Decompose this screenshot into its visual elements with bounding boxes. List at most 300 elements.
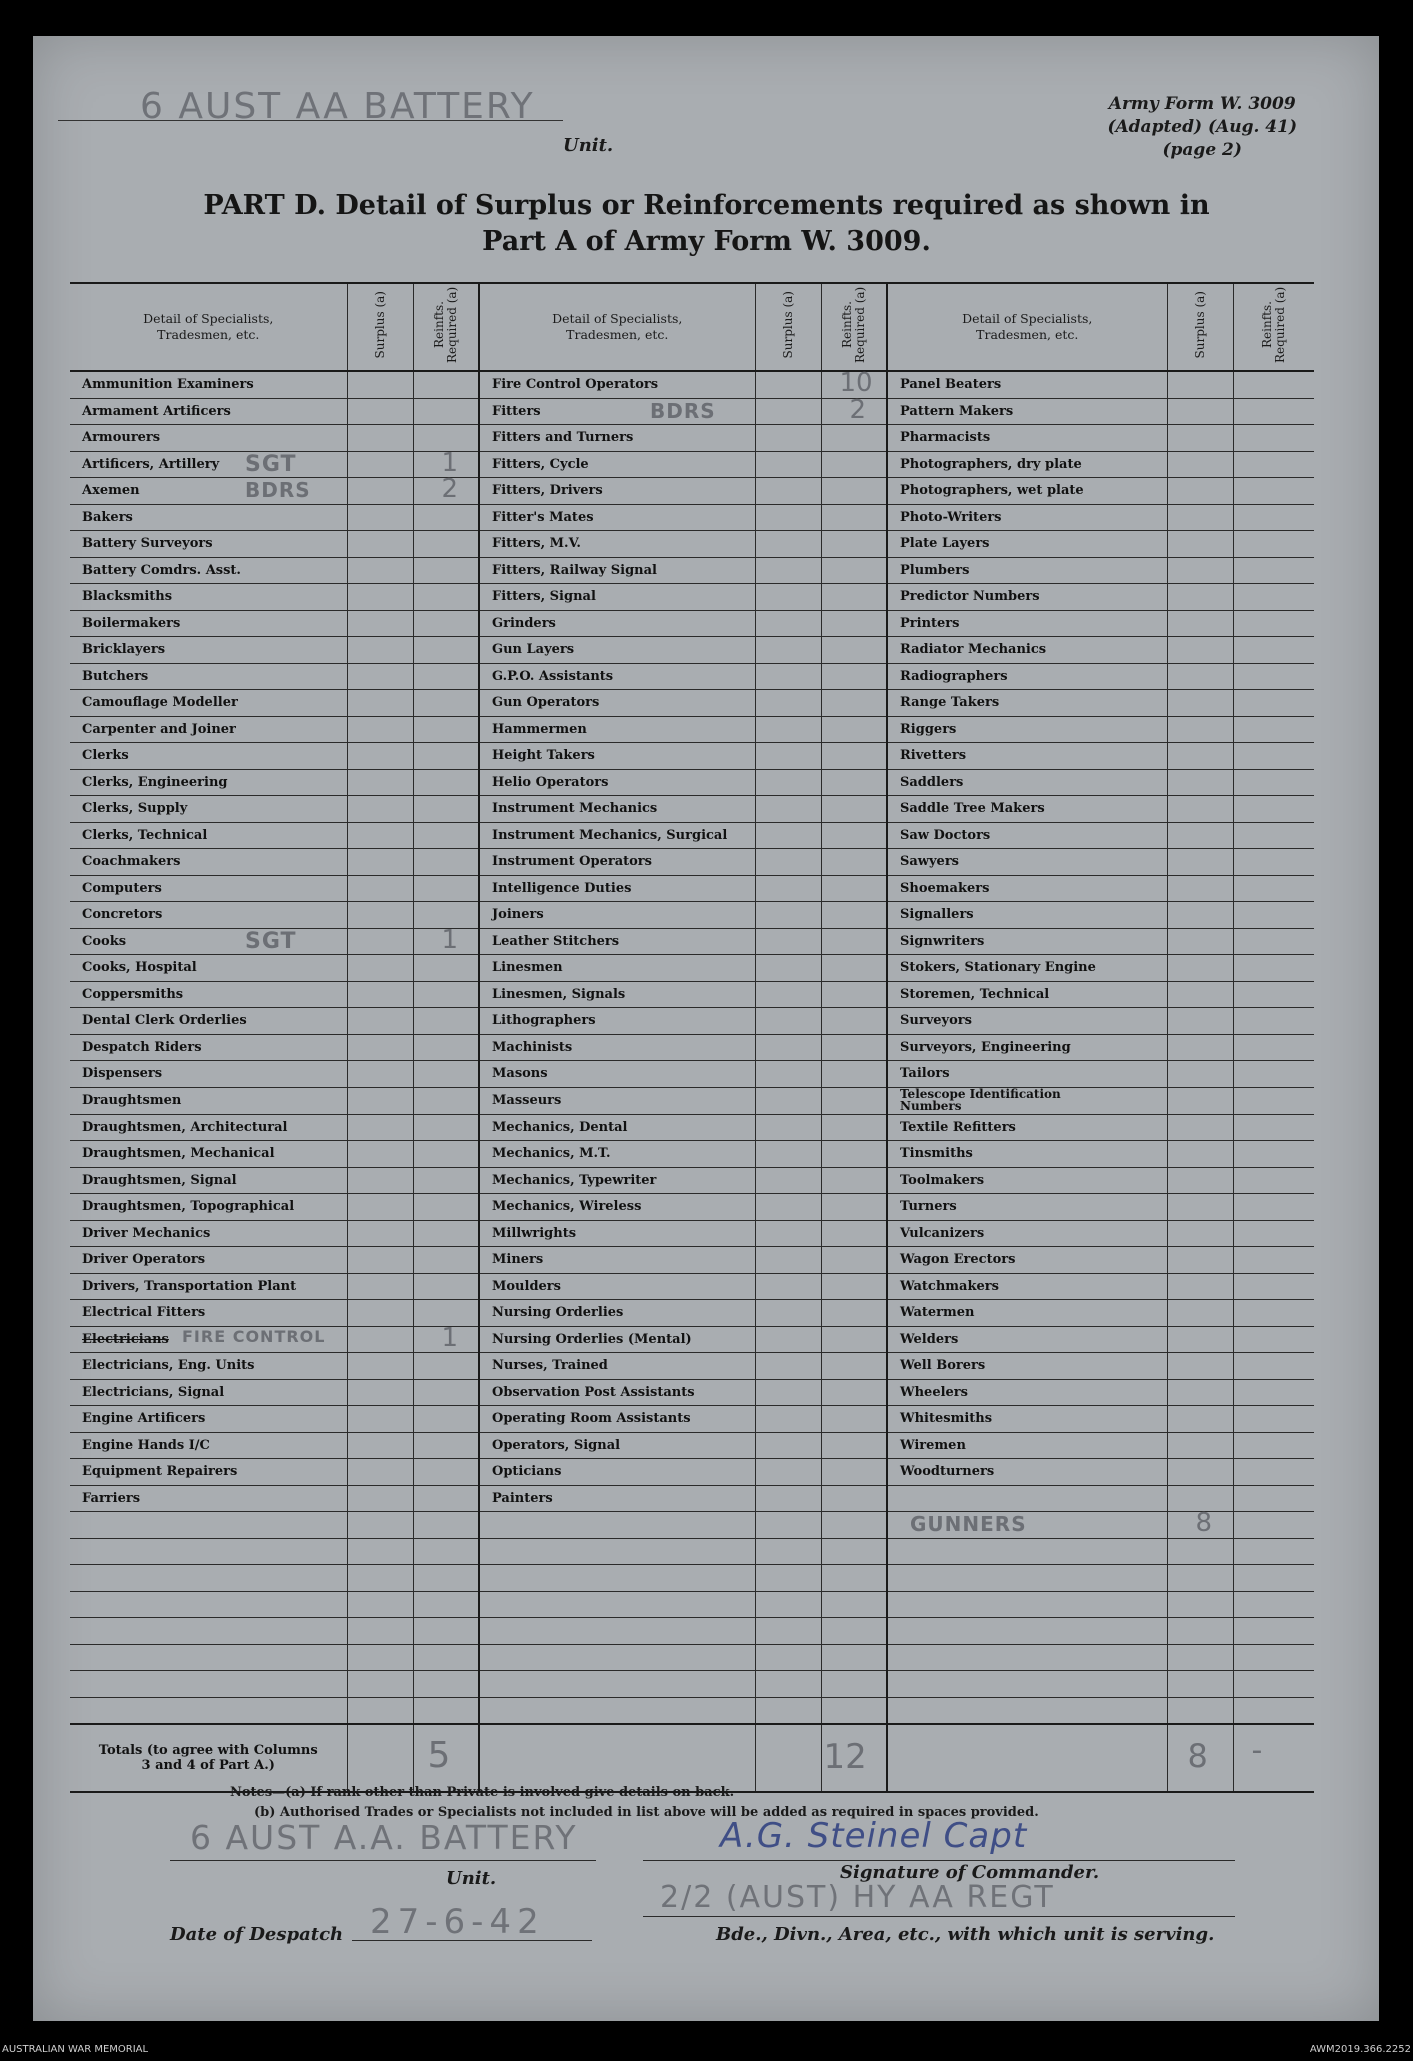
reinfts-cell-1	[413, 1485, 479, 1512]
detail-label: Computers	[82, 880, 162, 896]
detail-label: Toolmakers	[900, 1172, 985, 1188]
unit-handwritten: 6 AUST AA BATTERY	[140, 86, 535, 127]
reinfts-cell-2	[821, 1326, 887, 1353]
reinfts-cell-3	[1233, 637, 1314, 664]
detail-label: Bakers	[82, 509, 133, 525]
reinfts-cell-2	[821, 716, 887, 743]
detail-label: Fitters, Cycle	[492, 456, 589, 472]
detail-label: Electricians, Eng. Units	[82, 1358, 255, 1374]
credit-right: AWM2019.366.2252	[1309, 2044, 1411, 2055]
reinfts-cell-1	[413, 769, 479, 796]
detail-cell-3	[887, 1459, 1167, 1486]
detail-cell-3	[887, 663, 1167, 690]
detail-label: Photographers, dry plate	[900, 456, 1082, 472]
table-row	[70, 1406, 1314, 1433]
detail-cell-3	[887, 1485, 1167, 1512]
reinfts-cell-1	[413, 796, 479, 823]
title-line-1: PART D. Detail of Surplus or Reinforcements required as shown in	[203, 190, 1210, 221]
detail-label: Photo-Writers	[900, 509, 1002, 525]
surplus-cell-1	[347, 743, 413, 770]
surplus-cell-3	[1167, 1538, 1233, 1565]
reinfts-cell-1	[413, 1565, 479, 1592]
detail-cell-3	[887, 1618, 1167, 1645]
detail-cell-3	[887, 610, 1167, 637]
reinfts-cell-1	[413, 875, 479, 902]
reinfts-cell-2	[821, 1008, 887, 1035]
title-line-2: Part A of Army Form W. 3009.	[482, 226, 931, 257]
surplus-cell-2	[755, 1300, 821, 1327]
surplus-cell-1	[347, 584, 413, 611]
reinfts-cell-1	[413, 1459, 479, 1486]
reinfts-cell-2	[821, 849, 887, 876]
reinfts-cell-1	[413, 743, 479, 770]
detail-cell-3	[887, 1247, 1167, 1274]
detail-cell-2	[479, 1008, 755, 1035]
reinfts-cell-3	[1233, 1538, 1314, 1565]
detail-cell-3	[887, 822, 1167, 849]
totals-label: Totals (to agree with Columns 3 and 4 of Part A.)	[70, 1724, 347, 1792]
reinfts-cell-3	[1233, 849, 1314, 876]
reinfts-cell-2	[821, 928, 887, 955]
total-detail-2	[479, 1724, 755, 1792]
surplus-cell-3	[1167, 769, 1233, 796]
detail-cell-2	[479, 875, 755, 902]
table-row	[70, 663, 1314, 690]
reinfts-cell-1	[413, 1671, 479, 1698]
reinfts-cell-2	[821, 822, 887, 849]
signature-hand: A.G. Steinel Capt	[720, 1816, 1028, 1856]
detail-cell-3	[887, 1644, 1167, 1671]
detail-cell-3	[887, 1034, 1167, 1061]
detail-cell-3	[887, 1353, 1167, 1380]
bde-label: Bde., Divn., Area, etc., with which unit is serving.	[716, 1924, 1215, 1945]
total-detail-3	[887, 1724, 1167, 1792]
reinfts-cell-3	[1233, 557, 1314, 584]
surplus-cell-2	[755, 557, 821, 584]
surplus-cell-3	[1167, 875, 1233, 902]
form-adapted: (Adapted) (Aug. 41)	[1107, 117, 1297, 137]
detail-cell-3	[887, 1512, 1167, 1539]
detail-label: Clerks, Engineering	[82, 774, 228, 790]
surplus-cell-2	[755, 928, 821, 955]
detail-cell-2	[479, 478, 755, 505]
reinfts-value: 2	[849, 394, 867, 425]
detail-cell-3	[887, 1432, 1167, 1459]
table-row	[70, 584, 1314, 611]
header-reinfts-3: Reinfts. Required (a)	[1233, 283, 1314, 371]
detail-cell-1	[70, 1194, 347, 1221]
detail-cell-1	[70, 1326, 347, 1353]
reinfts-cell-3	[1233, 371, 1314, 398]
surplus-cell-3	[1167, 955, 1233, 982]
detail-label: Predictor Numbers	[900, 589, 1040, 605]
handwritten-rank: SGT	[245, 928, 297, 954]
detail-cell-3	[887, 451, 1167, 478]
reinfts-cell-3	[1233, 425, 1314, 452]
surplus-cell-1	[347, 1618, 413, 1645]
reinfts-cell-2	[821, 743, 887, 770]
table-row	[70, 1141, 1314, 1168]
detail-label: Instrument Operators	[492, 854, 652, 870]
detail-label: Nursing Orderlies (Mental)	[492, 1331, 692, 1347]
detail-cell-3	[887, 981, 1167, 1008]
detail-cell-2	[479, 1591, 755, 1618]
detail-label: Printers	[900, 615, 960, 631]
detail-cell-1	[70, 1300, 347, 1327]
header-surplus-1: Surplus (a)	[347, 283, 413, 371]
total-reinfts-1: 5	[413, 1724, 479, 1792]
reinfts-cell-1	[413, 955, 479, 982]
detail-label: Hammermen	[492, 721, 587, 737]
surplus-cell-1	[347, 1671, 413, 1698]
surplus-cell-2	[755, 955, 821, 982]
table-row	[70, 875, 1314, 902]
detail-cell-3	[887, 743, 1167, 770]
detail-cell-1	[70, 1087, 347, 1114]
surplus-cell-1	[347, 1061, 413, 1088]
surplus-cell-2	[755, 849, 821, 876]
reinfts-cell-3	[1233, 1406, 1314, 1433]
detail-label: Panel Beaters	[900, 377, 1002, 393]
detail-cell-2	[479, 796, 755, 823]
header-surplus-2: Surplus (a)	[755, 283, 821, 371]
detail-cell-2	[479, 955, 755, 982]
table-row	[70, 478, 1314, 505]
table-row	[70, 1538, 1314, 1565]
table-row	[70, 981, 1314, 1008]
detail-cell-2	[479, 902, 755, 929]
reinfts-cell-1	[413, 822, 479, 849]
detail-cell-3	[887, 1565, 1167, 1592]
detail-label: Saw Doctors	[900, 827, 991, 843]
surplus-cell-3	[1167, 981, 1233, 1008]
reinfts-cell-2	[821, 451, 887, 478]
table-row	[70, 1591, 1314, 1618]
reinfts-cell-3	[1233, 1008, 1314, 1035]
detail-cell-1	[70, 1247, 347, 1274]
reinfts-cell-3	[1233, 1247, 1314, 1274]
detail-label: Painters	[492, 1490, 553, 1506]
reinfts-cell-2	[821, 1114, 887, 1141]
reinfts-cell-1	[413, 1432, 479, 1459]
detail-cell-2	[479, 769, 755, 796]
table-row	[70, 1034, 1314, 1061]
handwritten-rank: BDRS	[245, 478, 311, 502]
detail-cell-3	[887, 716, 1167, 743]
detail-cell-2	[479, 1406, 755, 1433]
detail-cell-3	[887, 1379, 1167, 1406]
detail-label: Helio Operators	[492, 774, 609, 790]
header-detail-3: Detail of Specialists, Tradesmen, etc.	[887, 283, 1167, 371]
table-row	[70, 1300, 1314, 1327]
surplus-cell-2	[755, 716, 821, 743]
surplus-cell-1	[347, 637, 413, 664]
detail-label: Gun Layers	[492, 642, 575, 658]
surplus-cell-2	[755, 1618, 821, 1645]
surplus-cell-2	[755, 531, 821, 558]
surplus-cell-2	[755, 1432, 821, 1459]
detail-label: Instrument Mechanics, Surgical	[492, 827, 728, 843]
surplus-cell-3	[1167, 928, 1233, 955]
reinfts-cell-2	[821, 902, 887, 929]
reinfts-cell-3	[1233, 1697, 1314, 1724]
detail-cell-2	[479, 1538, 755, 1565]
surplus-cell-1	[347, 425, 413, 452]
reinfts-cell-3	[1233, 875, 1314, 902]
detail-label: Lithographers	[492, 1013, 596, 1029]
detail-cell-3	[887, 371, 1167, 398]
reinfts-cell-3	[1233, 1300, 1314, 1327]
detail-label: Operators, Signal	[492, 1437, 621, 1453]
surplus-cell-1	[347, 981, 413, 1008]
detail-label: Storemen, Technical	[900, 986, 1050, 1002]
bde-hand: 2/2 (AUST) HY AA REGT	[660, 1880, 1055, 1915]
detail-cell-1	[70, 769, 347, 796]
reinfts-cell-2	[821, 1300, 887, 1327]
surplus-cell-3	[1167, 796, 1233, 823]
surplus-cell-3	[1167, 371, 1233, 398]
detail-cell-2	[479, 1671, 755, 1698]
table-row	[70, 531, 1314, 558]
reinfts-cell-1	[413, 1697, 479, 1724]
surplus-cell-3	[1167, 1300, 1233, 1327]
detail-label: Plumbers	[900, 562, 970, 578]
reinfts-cell-2	[821, 584, 887, 611]
detail-label: Plate Layers	[900, 536, 990, 552]
detail-cell-3	[887, 1300, 1167, 1327]
detail-cell-2	[479, 849, 755, 876]
surplus-cell-3	[1167, 1141, 1233, 1168]
surplus-cell-1	[347, 1538, 413, 1565]
reinfts-cell-3	[1233, 1459, 1314, 1486]
reinfts-cell-2	[821, 690, 887, 717]
reinfts-cell-1	[413, 474, 479, 505]
detail-cell-3	[887, 928, 1167, 955]
reinfts-cell-2	[821, 1194, 887, 1221]
reinfts-cell-2	[821, 1671, 887, 1698]
detail-label: Vulcanizers	[900, 1225, 985, 1241]
detail-cell-3	[887, 1114, 1167, 1141]
reinfts-cell-3	[1233, 1485, 1314, 1512]
table-row	[70, 1644, 1314, 1671]
detail-label: Signallers	[900, 907, 974, 923]
surplus-cell-1	[347, 1591, 413, 1618]
surplus-cell-1	[347, 849, 413, 876]
detail-label: Wheelers	[900, 1384, 968, 1400]
table-row	[70, 504, 1314, 531]
detail-cell-1	[70, 1008, 347, 1035]
surplus-cell-2	[755, 981, 821, 1008]
detail-cell-1	[70, 1167, 347, 1194]
reinfts-cell-1	[413, 1273, 479, 1300]
reinfts-cell-2	[821, 425, 887, 452]
detail-cell-3	[887, 902, 1167, 929]
detail-cell-1	[70, 1379, 347, 1406]
detail-cell-1	[70, 1353, 347, 1380]
detail-label: Moulders	[492, 1278, 561, 1294]
footer-unit-hand: 6 AUST A.A. BATTERY	[190, 1818, 578, 1857]
surplus-cell-2	[755, 478, 821, 505]
detail-label: Linesmen	[492, 960, 563, 976]
surplus-cell-3	[1167, 610, 1233, 637]
total-reinfts-2: 12	[821, 1724, 887, 1792]
reinfts-cell-3	[1233, 451, 1314, 478]
reinfts-cell-1	[413, 1220, 479, 1247]
reinfts-cell-3	[1233, 796, 1314, 823]
detail-label: Armament Artificers	[82, 403, 231, 419]
table-row	[70, 1220, 1314, 1247]
detail-cell-2	[479, 1353, 755, 1380]
table-row	[70, 1167, 1314, 1194]
reinfts-cell-2	[821, 875, 887, 902]
surplus-cell-1	[347, 1644, 413, 1671]
detail-cell-2	[479, 584, 755, 611]
detail-label: Fire Control Operators	[492, 377, 659, 393]
surplus-cell-2	[755, 1644, 821, 1671]
detail-cell-1	[70, 1273, 347, 1300]
surplus-cell-2	[755, 425, 821, 452]
detail-label: Armourers	[82, 430, 161, 446]
table-row	[70, 398, 1314, 425]
table-row	[70, 1087, 1314, 1114]
detail-cell-1	[70, 531, 347, 558]
detail-cell-1	[70, 690, 347, 717]
table-row	[70, 1565, 1314, 1592]
reinfts-cell-1	[413, 1008, 479, 1035]
reinfts-cell-1	[413, 1087, 479, 1114]
detail-label: Carpenter and Joiner	[82, 721, 236, 737]
surplus-cell-2	[755, 584, 821, 611]
form-reference	[1107, 93, 1297, 162]
detail-cell-3	[887, 1697, 1167, 1724]
surplus-cell-1	[347, 610, 413, 637]
reinfts-cell-1	[413, 1379, 479, 1406]
handwritten-rank: SGT	[245, 451, 297, 477]
surplus-cell-3	[1167, 531, 1233, 558]
table-row	[70, 1326, 1314, 1353]
table-row	[70, 1512, 1314, 1539]
reinfts-cell-3	[1233, 1353, 1314, 1380]
detail-cell-1	[70, 371, 347, 398]
despatch-date: 27-6-42	[370, 1902, 545, 1942]
surplus-cell-1	[347, 1141, 413, 1168]
reinfts-cell-2	[821, 955, 887, 982]
reinfts-cell-1	[413, 716, 479, 743]
table-row	[70, 1008, 1314, 1035]
detail-cell-3	[887, 398, 1167, 425]
detail-cell-1	[70, 1220, 347, 1247]
detail-label: Electrical Fitters	[82, 1305, 206, 1321]
footer-unit-label: Unit.	[446, 1868, 497, 1889]
detail-label: Blacksmiths	[82, 589, 173, 605]
detail-label: Engine Hands I/C	[82, 1437, 210, 1453]
surplus-cell-2	[755, 1087, 821, 1114]
detail-label: Whitesmiths	[900, 1411, 993, 1427]
surplus-cell-2	[755, 1008, 821, 1035]
detail-cell-1	[70, 875, 347, 902]
reinfts-cell-3	[1233, 531, 1314, 558]
surplus-cell-3	[1167, 398, 1233, 425]
surplus-cell-2	[755, 1273, 821, 1300]
surplus-cell-2	[755, 1141, 821, 1168]
detail-label: Draughtsmen, Topographical	[82, 1199, 295, 1215]
header-detail-1: Detail of Specialists, Tradesmen, etc.	[70, 283, 347, 371]
table-row	[70, 1114, 1314, 1141]
reinfts-cell-2	[821, 663, 887, 690]
detail-cell-1	[70, 1432, 347, 1459]
table-row	[70, 1194, 1314, 1221]
reinfts-cell-3	[1233, 610, 1314, 637]
surplus-cell-2	[755, 1485, 821, 1512]
detail-cell-1	[70, 1141, 347, 1168]
reinfts-cell-2	[821, 1034, 887, 1061]
surplus-cell-3	[1167, 902, 1233, 929]
reinfts-cell-1	[413, 981, 479, 1008]
surplus-cell-3	[1167, 1406, 1233, 1433]
reinfts-cell-2	[821, 1167, 887, 1194]
total-surplus-3: 8	[1167, 1724, 1233, 1792]
reinfts-cell-2	[821, 531, 887, 558]
despatch-label: Date of Despatch	[170, 1924, 344, 1945]
surplus-cell-2	[755, 610, 821, 637]
surplus-cell-1	[347, 716, 413, 743]
reinfts-cell-3	[1233, 1326, 1314, 1353]
detail-label: Electricians	[82, 1331, 169, 1347]
surplus-cell-3	[1167, 1087, 1233, 1114]
detail-label: Nurses, Trained	[492, 1358, 608, 1374]
detail-cell-2	[479, 981, 755, 1008]
detail-label: Axemen	[82, 483, 140, 499]
surplus-cell-3	[1167, 1273, 1233, 1300]
detail-cell-3	[887, 531, 1167, 558]
detail-cell-2	[479, 1485, 755, 1512]
detail-label: Miners	[492, 1252, 544, 1268]
detail-cell-1	[70, 637, 347, 664]
detail-cell-3	[887, 1061, 1167, 1088]
reinfts-cell-2	[821, 394, 887, 425]
detail-cell-3	[887, 584, 1167, 611]
surplus-cell-3	[1167, 1220, 1233, 1247]
reinfts-value: 1	[441, 447, 459, 478]
surplus-cell-1	[347, 1114, 413, 1141]
detail-label: Riggers	[900, 721, 957, 737]
surplus-cell-1	[347, 1167, 413, 1194]
surplus-cell-1	[347, 1485, 413, 1512]
detail-label: Observation Post Assistants	[492, 1384, 695, 1400]
detail-label: Tailors	[900, 1066, 950, 1082]
surplus-cell-3	[1167, 1194, 1233, 1221]
detail-cell-3	[887, 690, 1167, 717]
surplus-cell-2	[755, 1565, 821, 1592]
surplus-cell-1	[347, 371, 413, 398]
reinfts-cell-2	[821, 1618, 887, 1645]
table-row	[70, 451, 1314, 478]
detail-cell-3	[887, 796, 1167, 823]
reinfts-cell-3	[1233, 1432, 1314, 1459]
reinfts-cell-1	[413, 1512, 479, 1539]
table-row	[70, 743, 1314, 770]
reinfts-cell-2	[821, 1538, 887, 1565]
surplus-cell-2	[755, 822, 821, 849]
detail-label: Photographers, wet plate	[900, 483, 1084, 499]
detail-cell-1	[70, 1538, 347, 1565]
surplus-cell-1	[347, 1565, 413, 1592]
surplus-cell-1	[347, 822, 413, 849]
signature-label: Signature of Commander.	[840, 1862, 1100, 1883]
detail-cell-1	[70, 425, 347, 452]
detail-label: Telescope Identification Numbers	[900, 1086, 1061, 1113]
reinfts-cell-2	[821, 478, 887, 505]
